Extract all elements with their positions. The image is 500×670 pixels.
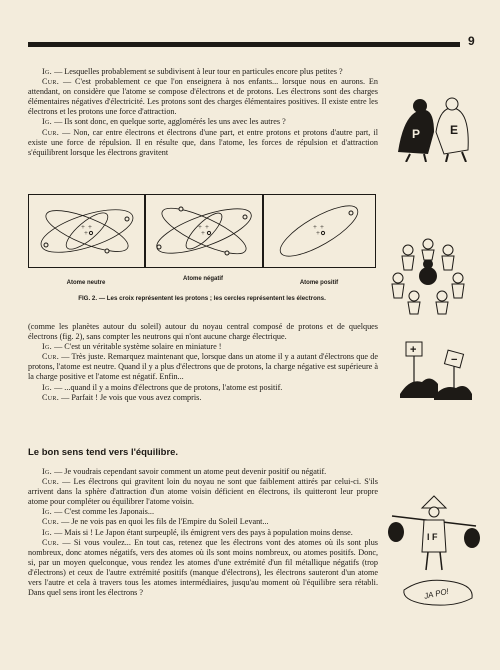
plus-sign: + bbox=[410, 344, 417, 356]
atom-positive-diagram bbox=[263, 195, 375, 267]
dialogue-line bbox=[28, 77, 378, 117]
dialogue-text: — Si vous voulez... En tout cas, retenez que les électrons vont des atomes où ils sont plus nombreux, donc atomes négatifs, vers des atomes où ils sont moins nombreux, ou atomes positifs. Donc, si, par un moyen quelconque, vous rendez les atomes d'une extrémité d'un fil métallique négatifs (trop d'électrons) et ceux de l'autre extrémité positifs (manque d'électrons), les électrons sauteront d'un atome vers l'autre et cela à travers tous les atomes intermédiaires, jusqu'au moment où l'équilibre sera rétabli. Dans quel sens iront les électrons ? bbox=[28, 537, 378, 598]
illustration-japanese-carrier bbox=[384, 494, 484, 619]
speaker-label: Ig. bbox=[42, 382, 53, 392]
dialogue-line bbox=[28, 117, 378, 127]
illustration-crowd-circle bbox=[388, 236, 470, 323]
dialogue-line bbox=[28, 67, 378, 77]
speaker-label: Ig. bbox=[42, 527, 53, 537]
dialogue-block-3 bbox=[28, 467, 378, 598]
svg-text:+: + bbox=[88, 223, 92, 231]
speaker-label: Ig. bbox=[42, 342, 53, 352]
dialogue-block-2 bbox=[28, 322, 378, 403]
dialogue-line bbox=[28, 352, 378, 382]
atom-neutral-diagram bbox=[29, 195, 145, 267]
svg-text:+: + bbox=[205, 223, 209, 231]
atom-neutral-panel bbox=[28, 194, 146, 268]
speaker-label: Cur. bbox=[42, 352, 60, 362]
letter-p: P bbox=[412, 127, 421, 141]
dialogue-block-1 bbox=[28, 67, 378, 158]
dialogue-line bbox=[28, 528, 378, 538]
letter-e: E bbox=[450, 123, 459, 137]
speaker-label: Cur. bbox=[42, 537, 60, 547]
top-rule bbox=[28, 42, 460, 47]
dialogue-text: — C'est probablement ce que l'on enseignera à nos enfants... lorsque nous en aurons. En attendant, on considère que l'atome se compose d'électrons et de protons. Les électrons sont des charges élémentaires négatives d'électricité. Les protons sont des charges élémentaires positives. Il existe entre les électrons et les protons une force d'attraction. bbox=[28, 77, 378, 117]
svg-text:+: + bbox=[84, 229, 88, 237]
svg-text:+: + bbox=[198, 223, 202, 231]
dialogue-line bbox=[28, 393, 378, 403]
label-atom-negative: Atome négatif bbox=[182, 276, 223, 282]
speaker-label: Cur. bbox=[42, 477, 60, 487]
page-number: 9 bbox=[468, 34, 475, 48]
illustration-proton-electron-embrace bbox=[390, 92, 480, 167]
speaker-label: Cur. bbox=[42, 517, 60, 527]
speaker-label: Cur. bbox=[42, 392, 60, 402]
dialogue-text: — Je ne vois pas en quoi les fils de l'Empire du Soleil Levant... bbox=[59, 517, 269, 527]
dialogue-text: — Très juste. Remarquez maintenant que, lorsque dans un atome il y a autant d'électrons que de protons, l'atome est neutre. Quand il y a plus d'électrons que de protons, la charge négative est supérieure à la charge positive et l'atome est négatif. Enfin... bbox=[28, 352, 378, 382]
speaker-label: Ig. bbox=[42, 117, 53, 127]
svg-text:+: + bbox=[316, 229, 320, 237]
dialogue-line bbox=[28, 322, 378, 342]
dialogue-text: — Ils sont donc, en quelque sorte, agglomérés les uns avec les autres ? bbox=[52, 117, 286, 127]
figure-caption: FIG. 2. — Les croix représentent les protons ; les cercles représentent les électrons. bbox=[78, 295, 326, 302]
minus-sign: − bbox=[451, 354, 458, 366]
dialogue-text: — C'est un véritable système solaire en miniature ! bbox=[52, 342, 222, 352]
dialogue-line bbox=[28, 467, 378, 477]
dialogue-line bbox=[28, 538, 378, 599]
svg-text:+: + bbox=[201, 229, 205, 237]
illustration-plus-minus-flags bbox=[400, 338, 472, 405]
dialogue-line bbox=[28, 342, 378, 352]
label-atom-neutral: Atome neutre bbox=[66, 280, 106, 286]
dialogue-text: — Les électrons qui gravitent loin du noyau ne sont que faiblement attirés par celui-ci. S'ils arrivent dans la sphère d'attraction d'un atome voisin déficient en électrons, ils quitteront leur propre atome pour compléter ou équilibrer l'atome voisin. bbox=[28, 477, 378, 507]
carrier-letters: I F bbox=[427, 532, 438, 542]
dialogue-text: — Non, car entre électrons et électrons d'une part, et entre protons et protons d'autre part, il existe une force de répulsion. Il en résulte que, dans l'atome, les forces de répulsion et d'attraction s'équilibrent lorsque les électrons gravitent bbox=[28, 127, 378, 157]
svg-text:+: + bbox=[320, 223, 324, 231]
svg-text:+: + bbox=[313, 223, 317, 231]
dialogue-line bbox=[28, 128, 378, 158]
dialogue-text: — Parfait ! Je vois que vous avez compris. bbox=[59, 392, 202, 402]
japo-text: JA PO! bbox=[423, 586, 450, 601]
speaker-label: Cur. bbox=[42, 127, 60, 137]
dialogue-line bbox=[28, 517, 378, 527]
figure-atoms bbox=[28, 194, 376, 292]
speaker-label: Ig. bbox=[42, 507, 53, 517]
dialogue-text: — C'est comme les Japonais... bbox=[52, 507, 154, 517]
speaker-label: Ig. bbox=[42, 67, 53, 76]
label-atom-positive: Atome positif bbox=[299, 280, 339, 286]
dialogue-line bbox=[28, 383, 378, 393]
dialogue-text: — Mais si ! Le Japon étant surpeuplé, ils émigrent vers des pays à population moins dense. bbox=[52, 527, 353, 537]
dialogue-text: — ...quand il y a moins d'électrons que de protons, l'atome est positif. bbox=[52, 382, 283, 392]
atom-positive-panel bbox=[262, 194, 376, 268]
dialogue-text: (comme les planètes autour du soleil) autour du noyau central composé de protons et de quelques électrons (fig. 2), sans compter les neutrons qui n'ont aucune charge électrique. bbox=[28, 322, 378, 342]
atom-negative-diagram bbox=[145, 195, 263, 267]
svg-text:+: + bbox=[81, 223, 85, 231]
speaker-label: Ig. bbox=[42, 467, 53, 476]
section-heading: Le bon sens tend vers l'équilibre. bbox=[28, 447, 179, 458]
dialogue-text: — Je voudrais cependant savoir comment un atome peut devenir positif ou négatif. bbox=[52, 467, 327, 476]
dialogue-line bbox=[28, 477, 378, 507]
dialogue-text: — Lesquelles probablement se subdivisent à leur tour en particules encore plus petites ? bbox=[52, 67, 343, 76]
speaker-label: Cur. bbox=[42, 77, 60, 87]
dialogue-line bbox=[28, 507, 378, 517]
atom-negative-panel bbox=[144, 194, 264, 268]
